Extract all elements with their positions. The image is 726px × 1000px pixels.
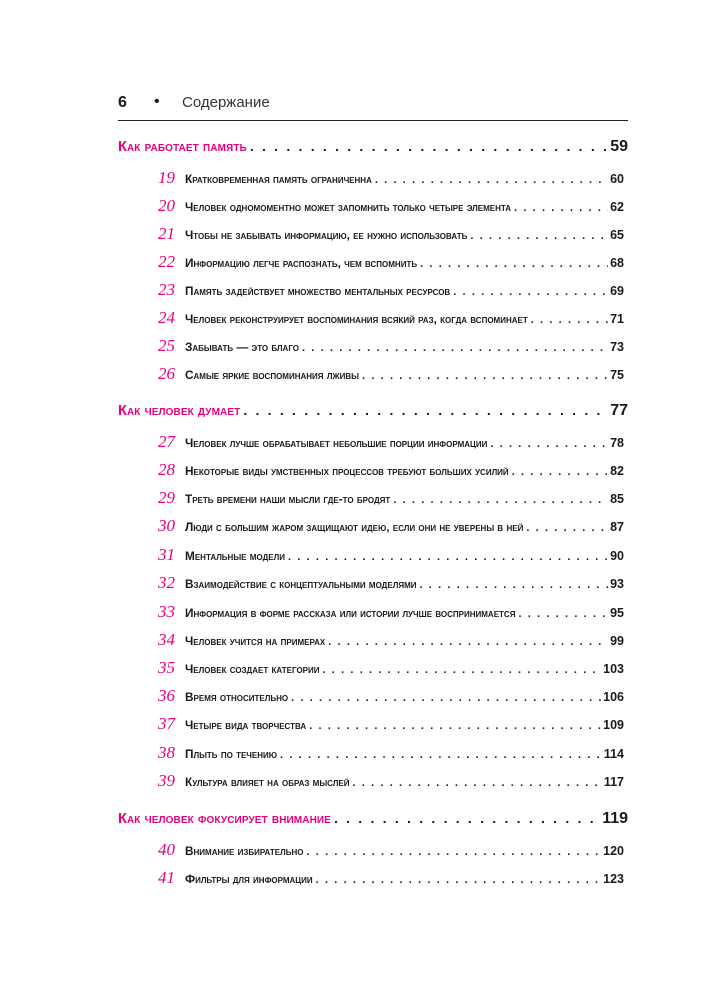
toc-entry[interactable] bbox=[158, 168, 624, 188]
entry-number: 21 bbox=[158, 224, 175, 243]
entry-page-number: 73 bbox=[610, 340, 624, 354]
entry-page-number: 99 bbox=[610, 634, 624, 648]
dot-leader bbox=[417, 258, 608, 270]
dot-leader bbox=[325, 636, 608, 648]
dot-leader bbox=[509, 466, 608, 478]
section-title: Как человек думает bbox=[118, 403, 241, 419]
dot-leader bbox=[372, 174, 608, 186]
toc-entry[interactable] bbox=[158, 658, 624, 678]
toc-entry[interactable] bbox=[158, 840, 624, 860]
entry-number: 31 bbox=[158, 545, 175, 564]
entry-number: 19 bbox=[158, 168, 175, 187]
dot-leader bbox=[240, 402, 606, 418]
dot-leader bbox=[247, 138, 606, 154]
entry-title: Фильтры для информации bbox=[185, 872, 313, 886]
dot-leader bbox=[511, 202, 608, 214]
entry-number: 25 bbox=[158, 336, 175, 355]
entry-page-number: 75 bbox=[610, 368, 624, 382]
toc-entry[interactable] bbox=[158, 488, 624, 508]
entry-page-number: 114 bbox=[603, 747, 624, 761]
dot-leader bbox=[277, 749, 602, 761]
entry-number: 20 bbox=[158, 196, 175, 215]
section-title: Как работает память bbox=[118, 139, 247, 155]
entry-title: Человек создает категории bbox=[185, 662, 320, 676]
entry-page-number: 90 bbox=[610, 549, 624, 563]
dot-leader bbox=[528, 314, 608, 326]
entry-title: Человек учится на примерах bbox=[185, 634, 326, 648]
entry-number: 22 bbox=[158, 252, 175, 271]
entry-page-number: 71 bbox=[610, 312, 624, 326]
toc-entry[interactable] bbox=[158, 868, 624, 888]
entry-number: 29 bbox=[158, 488, 175, 507]
entry-number: 23 bbox=[158, 280, 175, 299]
entry-page-number: 93 bbox=[610, 577, 624, 591]
entry-page-number: 69 bbox=[610, 284, 624, 298]
dot-leader bbox=[467, 230, 608, 242]
toc-section[interactable] bbox=[118, 810, 628, 828]
dot-leader bbox=[359, 370, 608, 382]
entry-number: 30 bbox=[158, 516, 175, 535]
toc-entry[interactable] bbox=[158, 516, 624, 536]
entry-title: Четыре вида творчества bbox=[185, 718, 307, 732]
section-page-number: 59 bbox=[610, 138, 628, 155]
entry-page-number: 106 bbox=[603, 690, 624, 704]
entry-page-number: 120 bbox=[603, 844, 624, 858]
entry-number: 32 bbox=[158, 573, 175, 592]
entry-number: 33 bbox=[158, 602, 175, 621]
toc-entry[interactable] bbox=[158, 432, 624, 452]
entry-page-number: 103 bbox=[603, 662, 624, 676]
toc-entry[interactable] bbox=[158, 771, 624, 791]
entry-title: Информация в форме рассказа или истории лучше воспринимается bbox=[185, 606, 516, 620]
entry-page-number: 62 bbox=[610, 200, 624, 214]
toc-entry[interactable] bbox=[158, 224, 624, 244]
dot-leader bbox=[349, 777, 601, 789]
toc-entry[interactable] bbox=[158, 545, 624, 565]
entry-title: Некоторые виды умственных процессов требуют больших усилий bbox=[185, 464, 509, 478]
toc-entry[interactable] bbox=[158, 336, 624, 356]
toc-entry[interactable] bbox=[158, 602, 624, 622]
section-page-number: 77 bbox=[610, 402, 628, 419]
toc-entry[interactable] bbox=[158, 196, 624, 216]
entry-page-number: 68 bbox=[610, 256, 624, 270]
entry-number: 36 bbox=[158, 686, 175, 705]
entry-number: 24 bbox=[158, 308, 175, 327]
entry-page-number: 65 bbox=[610, 228, 624, 242]
entry-title: Внимание избирательно bbox=[185, 844, 304, 858]
entry-title: Люди с большим жаром защищают идею, если они не уверены в ней bbox=[185, 520, 524, 534]
entry-number: 40 bbox=[158, 840, 175, 859]
entry-page-number: 87 bbox=[610, 520, 624, 534]
dot-leader bbox=[417, 579, 609, 591]
toc-entry[interactable] bbox=[158, 573, 624, 593]
entry-page-number: 60 bbox=[610, 172, 624, 186]
running-head bbox=[118, 94, 628, 121]
dot-leader bbox=[515, 608, 608, 620]
toc-entry[interactable] bbox=[158, 743, 624, 763]
entry-number: 37 bbox=[158, 714, 175, 733]
entry-number: 35 bbox=[158, 658, 175, 677]
dot-leader bbox=[288, 692, 601, 704]
toc-section[interactable] bbox=[118, 138, 628, 156]
dot-leader bbox=[331, 810, 598, 826]
entry-title: Информацию легче распознать, чем вспомнить bbox=[185, 256, 418, 270]
entry-number: 34 bbox=[158, 630, 175, 649]
entry-page-number: 117 bbox=[603, 775, 624, 789]
toc-entry[interactable] bbox=[158, 364, 624, 384]
toc-section[interactable] bbox=[118, 402, 628, 420]
entry-title: Время относительно bbox=[185, 690, 289, 704]
entry-page-number: 123 bbox=[603, 872, 624, 886]
bullet-icon: • bbox=[154, 93, 160, 110]
toc-entry[interactable] bbox=[158, 686, 624, 706]
entry-title: Человек лучше обрабатывает небольшие порции информации bbox=[185, 436, 488, 450]
entry-page-number: 109 bbox=[603, 718, 624, 732]
running-head-title: Содержание bbox=[182, 94, 270, 111]
entry-number: 26 bbox=[158, 364, 175, 383]
entry-page-number: 95 bbox=[610, 606, 624, 620]
toc-entry[interactable] bbox=[158, 280, 624, 300]
dot-leader bbox=[306, 720, 601, 732]
entry-number: 41 bbox=[158, 868, 175, 887]
toc-entry[interactable] bbox=[158, 630, 624, 650]
dot-leader bbox=[299, 342, 608, 354]
entry-page-number: 85 bbox=[610, 492, 624, 506]
page-number: 6 bbox=[118, 94, 127, 111]
entry-title: Треть времени наши мысли где-то бродят bbox=[185, 492, 391, 506]
toc-entry[interactable] bbox=[158, 252, 624, 272]
dot-leader bbox=[487, 438, 608, 450]
entry-title: Память задействует множество ментальных ресурсов bbox=[185, 284, 451, 298]
entry-page-number: 78 bbox=[610, 436, 624, 450]
dot-leader bbox=[523, 522, 608, 534]
entry-title: Человек реконструирует воспоминания всякий раз, когда вспоминает bbox=[185, 312, 528, 326]
entry-title: Чтобы не забывать информацию, ее нужно использовать bbox=[185, 228, 468, 242]
dot-leader bbox=[390, 494, 608, 506]
entry-number: 27 bbox=[158, 432, 175, 451]
entry-title: Кратковременная память ограниченна bbox=[185, 172, 372, 186]
dot-leader bbox=[313, 874, 602, 886]
section-title: Как человек фокусирует внимание bbox=[118, 811, 331, 827]
toc-entry[interactable] bbox=[158, 308, 624, 328]
entry-number: 28 bbox=[158, 460, 175, 479]
section-page-number: 119 bbox=[602, 810, 628, 827]
toc-entry[interactable] bbox=[158, 714, 624, 734]
dot-leader bbox=[304, 846, 602, 858]
entry-page-number: 82 bbox=[610, 464, 624, 478]
entry-title: Плыть по течению bbox=[185, 747, 278, 761]
toc-entry[interactable] bbox=[158, 460, 624, 480]
entry-title: Самые яркие воспоминания лживы bbox=[185, 368, 360, 382]
dot-leader bbox=[320, 664, 602, 676]
entry-number: 39 bbox=[158, 771, 175, 790]
entry-title: Ментальные модели bbox=[185, 549, 285, 563]
entry-title: Культура влияет на образ мыслей bbox=[185, 775, 350, 789]
entry-title: Человек одномоментно может запомнить только четыре элемента bbox=[185, 200, 512, 214]
entry-title: Взаимодействие с концептуальными моделями bbox=[185, 577, 417, 591]
dot-leader bbox=[285, 551, 608, 563]
entry-number: 38 bbox=[158, 743, 175, 762]
entry-title: Забывать — это благо bbox=[185, 340, 299, 354]
dot-leader bbox=[450, 286, 608, 298]
